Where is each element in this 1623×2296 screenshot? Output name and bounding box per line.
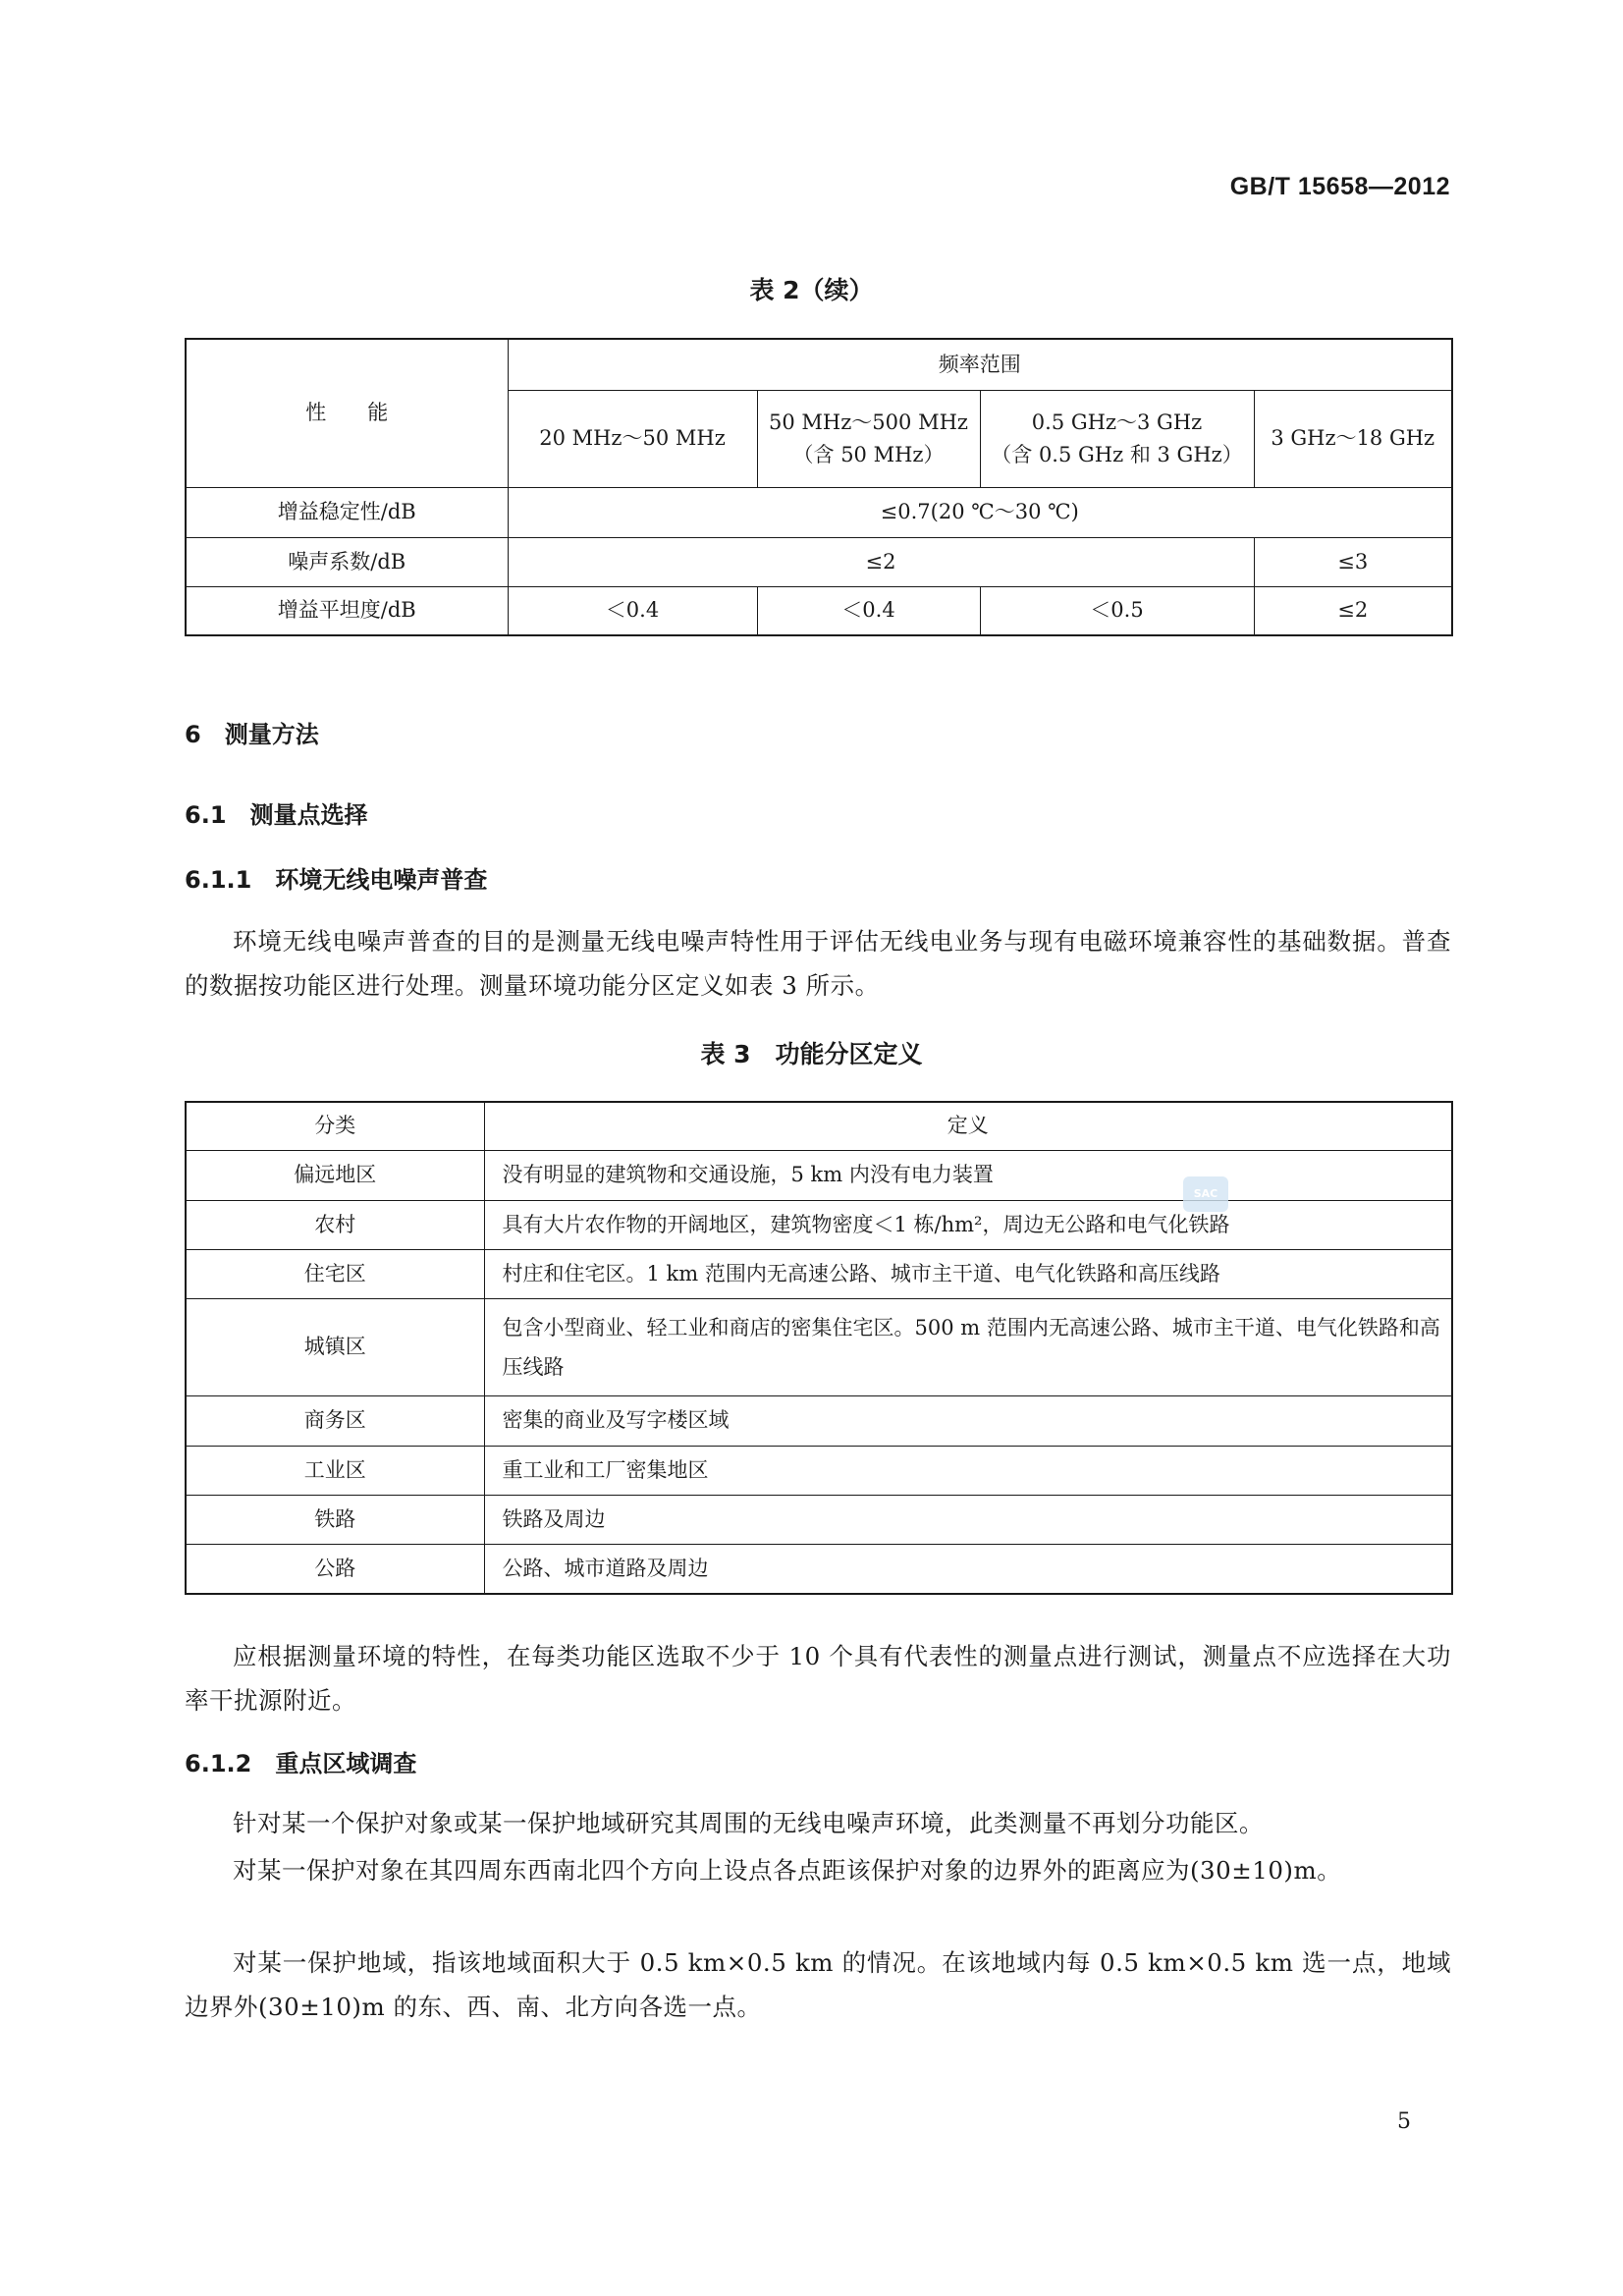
category-cell: 农村: [186, 1200, 484, 1249]
table2: [185, 338, 1453, 636]
column-header-category: 分类: [186, 1102, 484, 1150]
table-row: [186, 1446, 1452, 1495]
perf-header: 性 能: [186, 339, 508, 487]
section-heading-6-1: 6.1 测量点选择: [185, 801, 368, 829]
table-row: [186, 586, 1452, 635]
definition-cell: 没有明显的建筑物和交通设施，5 km 内没有电力装置: [484, 1150, 1452, 1200]
row-label: 增益稳定性/dB: [186, 487, 508, 537]
table3-caption: 表 3 功能分区定义: [700, 1040, 923, 1068]
definition-cell: 公路、城市道路及周边: [484, 1544, 1452, 1594]
category-cell: 城镇区: [186, 1298, 484, 1395]
cell-value: ≤0.7(20 ℃～30 ℃): [508, 487, 1452, 537]
section-heading-6-1-2: 6.1.2 重点区域调查: [185, 1750, 417, 1777]
band-header: 0.5 GHz～3 GHz （含 0.5 GHz 和 3 GHz）: [980, 390, 1254, 487]
table-row: [186, 1249, 1452, 1298]
cell-value: ＜0.5: [980, 586, 1254, 635]
cell-value: ≤2: [508, 537, 1254, 586]
paragraph: 对某一保护对象在其四周东西南北四个方向上设点各点距该保护对象的边界外的距离应为(30±10)m。: [233, 1856, 1342, 1885]
band-header: 3 GHz～18 GHz: [1254, 390, 1452, 487]
category-cell: 工业区: [186, 1446, 484, 1495]
table-row: [186, 1298, 1452, 1395]
definition-cell: 铁路及周边: [484, 1495, 1452, 1544]
definition-cell: 密集的商业及写字楼区域: [484, 1395, 1452, 1446]
table-row: [186, 1395, 1452, 1446]
column-header-definition: 定义: [484, 1102, 1452, 1150]
watermark-logo: SAC: [1183, 1176, 1228, 1212]
table2-caption: 表 2（续）: [749, 276, 874, 304]
definition-cell: 具有大片农作物的开阔地区，建筑物密度＜1 栋/hm²，周边无公路和电气化铁路: [484, 1200, 1452, 1249]
paragraph: 针对某一个保护对象或某一保护地域研究其周围的无线电噪声环境，此类测量不再划分功能区。: [233, 1809, 1264, 1837]
paragraph: 对某一保护地域，指该地域面积大于 0.5 km×0.5 km 的情况。在该地域内每 0.5 km×0.5 km 选一点，地域边界外(30±10)m 的东、西、南、北方向各选一点。: [185, 1948, 1451, 2021]
row-label: 增益平坦度/dB: [186, 586, 508, 635]
page-number: 5: [1397, 2109, 1411, 2134]
definition-cell: 重工业和工厂密集地区: [484, 1446, 1452, 1495]
band-header: 50 MHz～500 MHz （含 50 MHz）: [757, 390, 980, 487]
table-row: [186, 1150, 1452, 1200]
category-cell: 住宅区: [186, 1249, 484, 1298]
cell-value: ≤3: [1254, 537, 1452, 586]
row-label: 噪声系数/dB: [186, 537, 508, 586]
table-row: [186, 487, 1452, 537]
section-heading-6: 6 测量方法: [185, 721, 319, 748]
table-row: [186, 1544, 1452, 1594]
category-cell: 铁路: [186, 1495, 484, 1544]
band-header: 20 MHz～50 MHz: [508, 390, 757, 487]
cell-value: ＜0.4: [757, 586, 980, 635]
category-cell: 公路: [186, 1544, 484, 1594]
category-cell: 商务区: [186, 1395, 484, 1446]
paragraph: 应根据测量环境的特性，在每类功能区选取不少于 10 个具有代表性的测量点进行测试，测量点不应选择在大功率干扰源附近。: [185, 1642, 1451, 1715]
paragraph: 环境无线电噪声普查的目的是测量无线电噪声特性用于评估无线电业务与现有电磁环境兼容性的基础数据。普查的数据按功能区进行处理。测量环境功能分区定义如表 3 所示。: [185, 927, 1451, 1000]
cell-value: ＜0.4: [508, 586, 757, 635]
category-cell: 偏远地区: [186, 1150, 484, 1200]
standard-code: GB/T 15658—2012: [1229, 173, 1450, 200]
definition-cell: 村庄和住宅区。1 km 范围内无高速公路、城市主干道、电气化铁路和高压线路: [484, 1249, 1452, 1298]
freq-range-header: 频率范围: [508, 339, 1452, 390]
cell-value: ≤2: [1254, 586, 1452, 635]
table-row: [186, 537, 1452, 586]
table-row: [186, 1200, 1452, 1249]
definition-cell: 包含小型商业、轻工业和商店的密集住宅区。500 m 范围内无高速公路、城市主干道、电气化铁路和高压线路: [484, 1298, 1452, 1395]
table-row: [186, 1495, 1452, 1544]
table3: [185, 1101, 1453, 1595]
section-heading-6-1-1: 6.1.1 环境无线电噪声普查: [185, 866, 488, 894]
